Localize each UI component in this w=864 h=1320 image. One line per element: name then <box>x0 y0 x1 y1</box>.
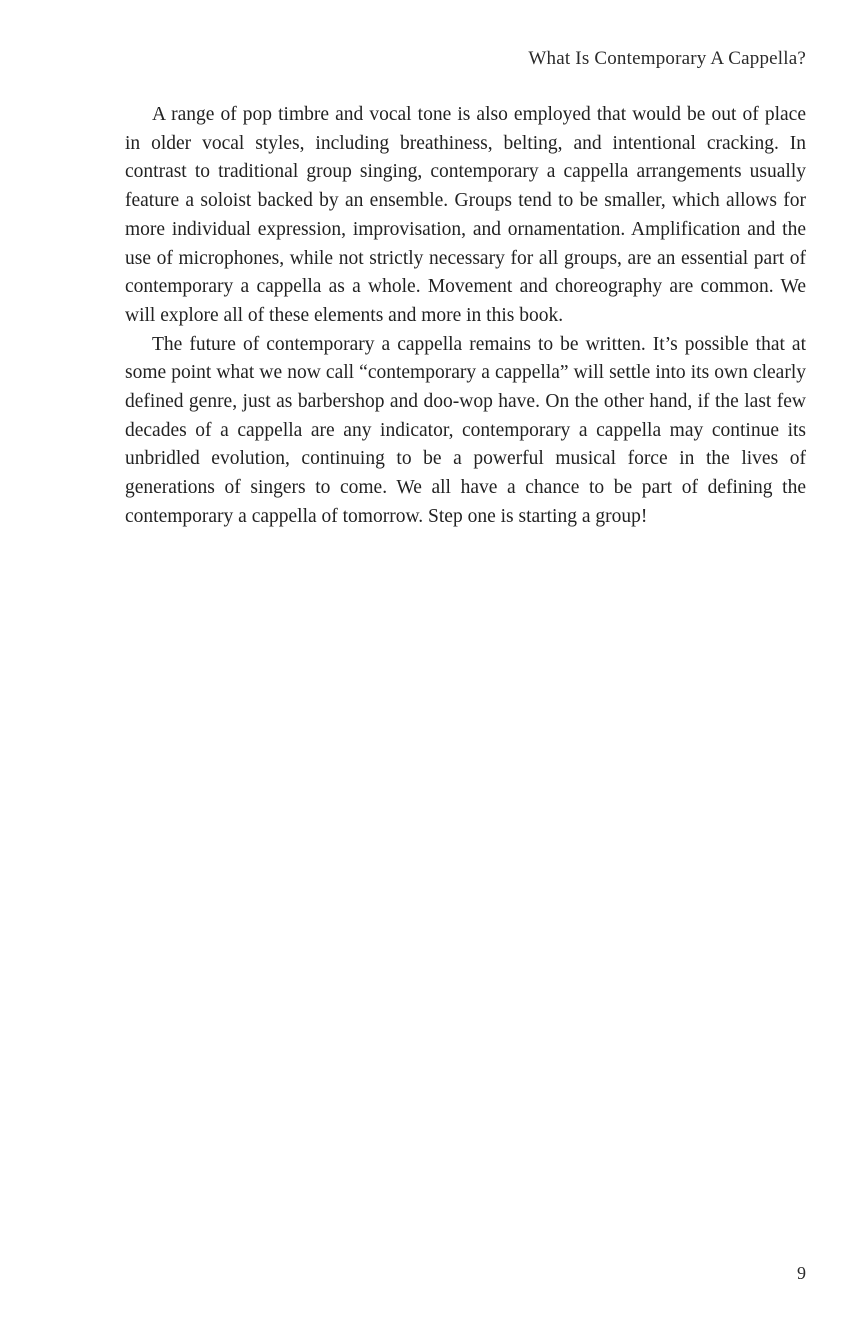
body-paragraph-1: A range of pop timbre and vocal tone is also employed that would be out of place in older vocal styles, including breathiness, belting, and intentional cracking. In contrast to traditional group singing, contemporary a cappella arrangements usually feature a soloist backed by an ensemble. Groups tend to be smaller, which allows for more individual expression, improvisation, and ornamentation. Amplification and the use of microphones, while not strictly necessary for all groups, are an essential part of contemporary a cappella as a whole. Movement and choreography are common. We will explore all of these elements and more in this book. <box>125 104 806 326</box>
page-number: 9 <box>797 1263 806 1283</box>
body-paragraph-2: The future of contemporary a cappella remains to be written. It’s possible that at some point what we now call “contemporary a cappella” will settle into its own clearly defined genre, just as barbershop and doo-wop have. On the other hand, if the last few decades of a cappella are any indicator, contemporary a cappella may continue its unbridled evolution, continuing to be a powerful musical force in the lives of generations of singers to come. We all have a chance to be part of defining the contemporary a cappella of tomorrow. Step one is starting a group! <box>125 333 806 527</box>
body-text-block <box>125 101 806 532</box>
running-header: What Is Contemporary A Cappella? <box>528 48 806 69</box>
